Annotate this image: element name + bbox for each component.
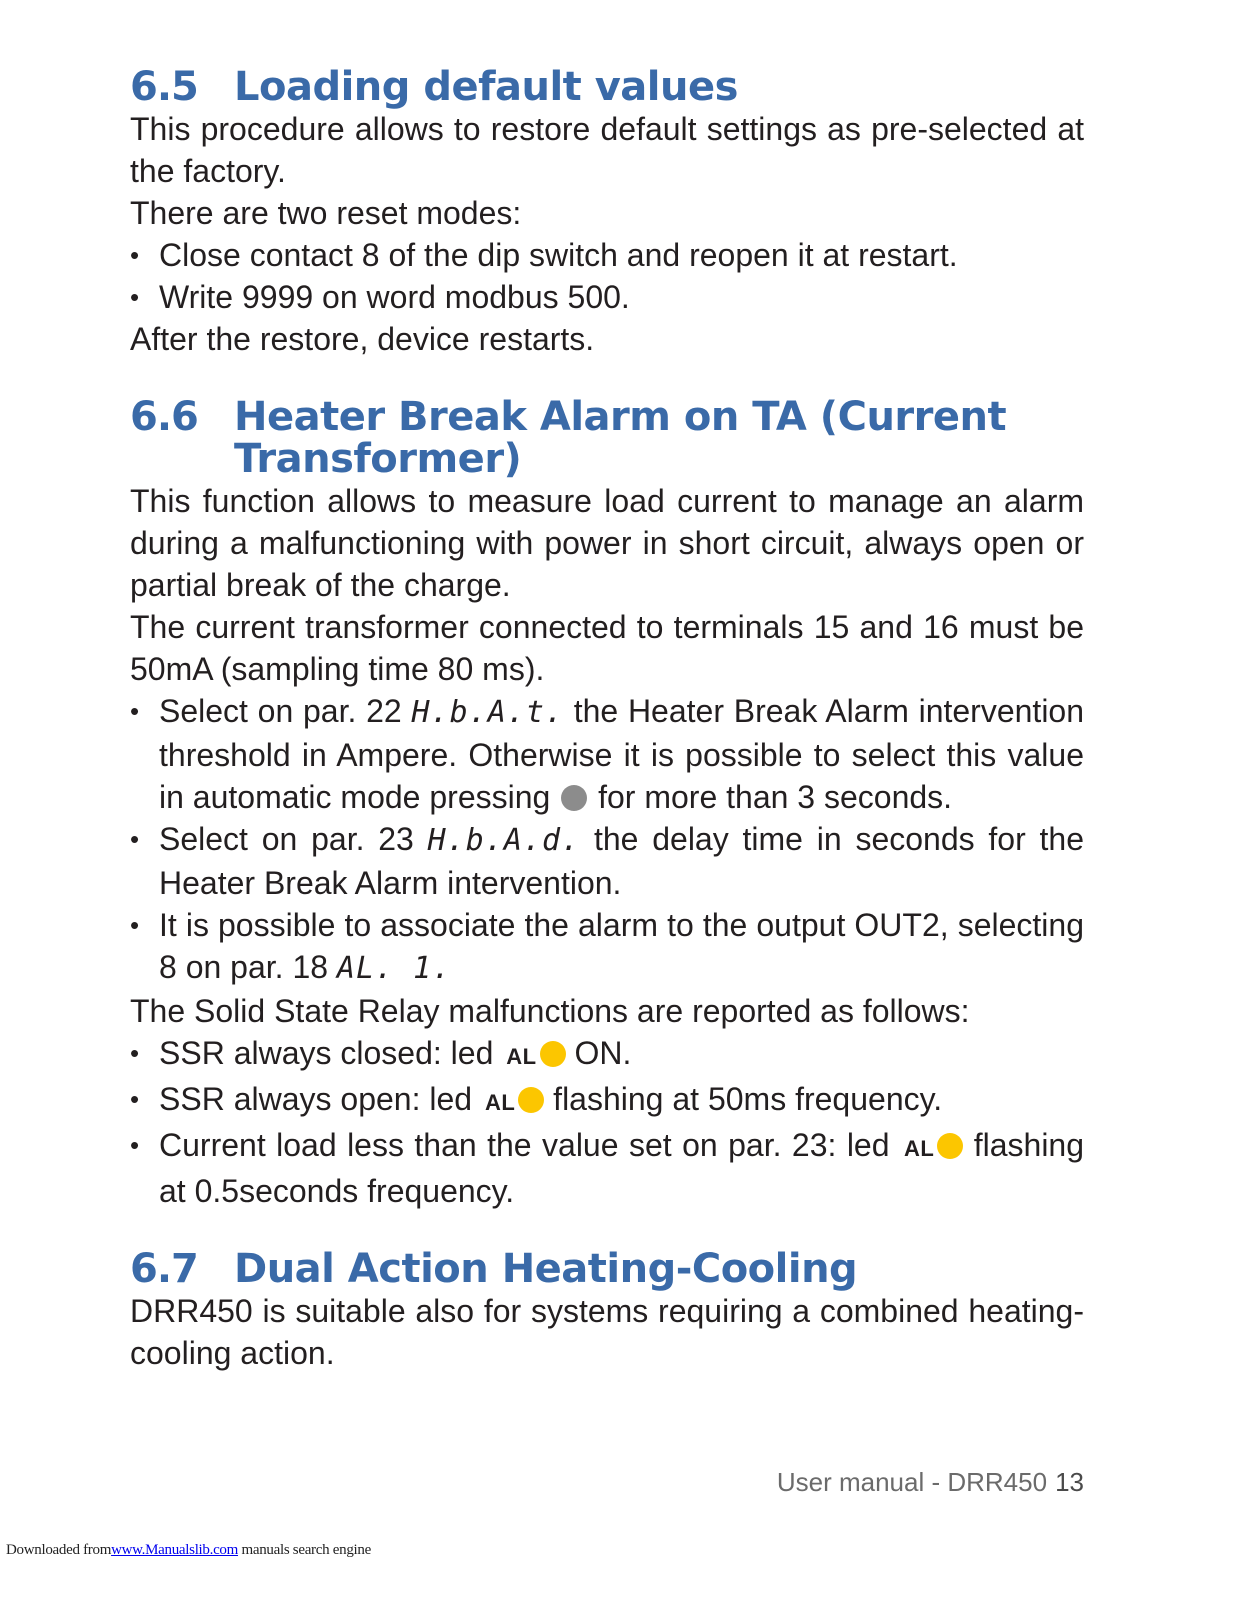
bullet-list — [130, 1032, 1084, 1212]
section-dual-action — [130, 1248, 1084, 1374]
lcd-parameter-code: AL. 1. — [336, 951, 452, 986]
list-item-text: ON. — [574, 1035, 632, 1071]
list-item-text: for more than 3 seconds. — [598, 779, 953, 815]
grey-button-dot-icon — [561, 785, 587, 811]
yellow-led-icon — [518, 1087, 544, 1113]
download-prefix: Downloaded from — [6, 1542, 112, 1558]
bullet-icon: • — [130, 696, 140, 726]
list-item — [130, 818, 1084, 904]
list-item-text: Write 9999 on word modbus 500. — [159, 279, 630, 315]
section-title: Dual Action Heating-Cooling — [234, 1246, 858, 1292]
bullet-icon: • — [130, 1038, 140, 1068]
list-item-text: flashing at 0.5seconds frequency. — [159, 1127, 1085, 1209]
section-heading — [130, 396, 1084, 480]
list-item — [130, 276, 1084, 318]
led-label: AL — [506, 1044, 537, 1069]
section-heading — [130, 66, 1084, 108]
yellow-led-icon — [937, 1133, 963, 1159]
lcd-parameter-code: H.b.A.t. — [411, 695, 564, 730]
list-item-text: SSR always closed: led — [159, 1035, 494, 1071]
page-footer — [777, 1466, 1084, 1498]
section-title: Heater Break Alarm on TA (Current Transformer) — [234, 394, 1007, 482]
list-item — [130, 690, 1084, 818]
list-item — [130, 1032, 1084, 1078]
paragraph: There are two reset modes: — [130, 195, 522, 231]
list-item-text: flashing at 50ms frequency. — [553, 1081, 943, 1117]
bullet-icon: • — [130, 1084, 140, 1114]
list-item-text: It is possible to associate the alarm to the output OUT2, selecting 8 on par. 18 — [159, 907, 1084, 985]
bullet-icon: • — [130, 1130, 140, 1160]
led-label: AL — [903, 1136, 935, 1161]
section-number: 6.7 — [130, 1246, 198, 1292]
yellow-led-icon — [540, 1041, 566, 1067]
manualslib-link[interactable]: www.Manualslib.com — [111, 1542, 239, 1558]
paragraph: After the restore, device restarts. — [130, 321, 595, 357]
list-item-text: Select on par. 23 — [159, 821, 414, 857]
bullet-icon: • — [130, 910, 140, 940]
manual-page — [130, 66, 1084, 1374]
paragraph: This procedure allows to restore default settings as pre-selected at the factory. — [130, 111, 1084, 189]
bullet-icon: • — [130, 824, 140, 854]
paragraph: DRR450 is suitable also for systems requiring a combined heating-cooling action. — [130, 1293, 1084, 1371]
page-number: 13 — [1055, 1467, 1084, 1497]
footer-label: User manual - DRR450 — [776, 1467, 1048, 1497]
paragraph: The Solid State Relay malfunctions are reported as follows: — [130, 993, 970, 1029]
bullet-icon: • — [130, 282, 140, 312]
list-item — [130, 234, 1084, 276]
paragraph: This function allows to measure load current to manage an alarm during a malfunctioning with power in short circuit, always open or partial break of the charge. — [130, 483, 1084, 603]
list-item — [130, 1078, 1084, 1124]
download-notice — [6, 1542, 371, 1559]
section-heading — [130, 1248, 1084, 1290]
list-item — [130, 1124, 1084, 1212]
list-item-text: Close contact 8 of the dip switch and reopen it at restart. — [159, 237, 958, 273]
bullet-icon: • — [130, 240, 140, 270]
section-loading-default-values — [130, 66, 1084, 360]
list-item-text: Select on par. 22 — [159, 693, 402, 729]
bullet-list — [130, 690, 1084, 990]
list-item-text: SSR always open: led — [159, 1081, 473, 1117]
section-title: Loading default values — [234, 64, 738, 110]
list-item — [130, 904, 1084, 990]
list-item-text: Current load less than the value set on par. 23: led — [159, 1127, 890, 1163]
section-heater-break-alarm — [130, 396, 1084, 1212]
section-number: 6.6 — [130, 394, 198, 440]
lcd-parameter-code: H.b.A.d. — [427, 823, 581, 858]
list-item-text: the delay time in seconds for the Heater Break Alarm intervention. — [159, 821, 1085, 901]
download-suffix: manuals search engine — [241, 1542, 371, 1558]
bullet-list — [130, 234, 1084, 318]
led-label: AL — [484, 1090, 516, 1115]
section-number: 6.5 — [130, 64, 198, 110]
list-item-text: the Heater Break Alarm intervention threshold in Ampere. Otherwise it is possible to select this value in automatic mode pressing — [159, 693, 1085, 815]
paragraph: The current transformer connected to terminals 15 and 16 must be 50mA (sampling time 80 ms). — [130, 609, 1084, 687]
